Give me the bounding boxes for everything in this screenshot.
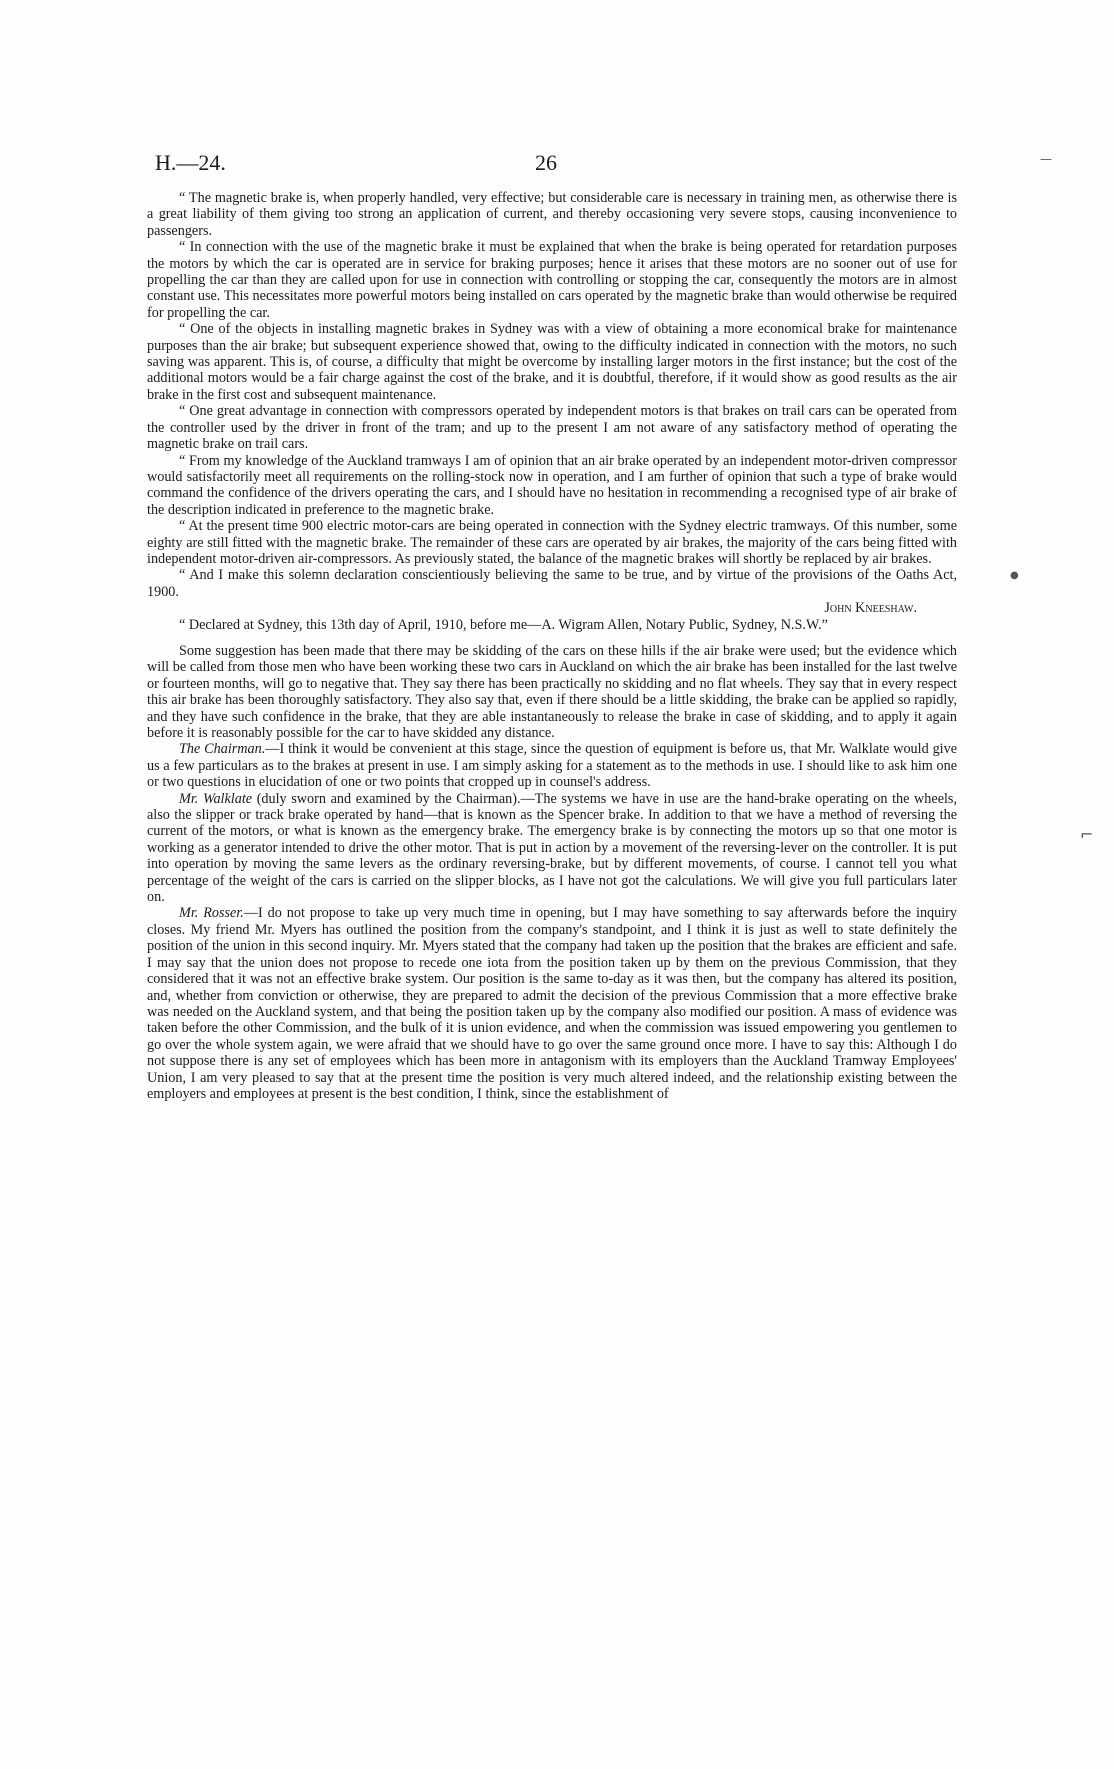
quote-paragraph-7: “ And I make this solemn declaration conscientiously believing the same to be true, and by virtue of the provisions of the Oaths Act, 1900. [147, 567, 957, 600]
quote-paragraph-1: “ The magnetic brake is, when properly handled, very effective; but considerable care is necessary in training men, as otherwise there is a great liability of them giving too strong an application of current, and thereby occasioning very severe stops, causing inconvenience to passengers. [147, 190, 957, 239]
document-reference: H.—24. [155, 150, 226, 175]
body-text [147, 190, 957, 1102]
margin-dot-icon: ● [1010, 570, 1019, 581]
speaker-walklate: Mr. Walklate [179, 790, 253, 807]
quote-paragraph-5: “ From my knowledge of the Auckland tramways I am of opinion that an air brake operated by an independent motor-driven compressor would satisfactorily meet all requirements on the rolling-stock now in operation, and I am further of opinion that such a type of brake would command the confidence of the drivers operating the cars, and I should have no hesitation in recommending a recognised type of air brake of the description indicated in preference to the magnetic brake. [147, 452, 957, 518]
margin-tick-icon: ⌐ [1080, 825, 1094, 844]
paragraph-gap [147, 633, 957, 643]
quote-paragraph-2: “ In connection with the use of the magnetic brake it must be explained that when the brake is being operated for retardation purposes the motors by which the car is operated are in service for braking purposes; hence it arises that these motors are no sooner out of use for propelling the car than they are called upon for use in connection with controlling or stopping the car, consequently the motors are in almost constant use. This necessitates more powerful motors being installed on cars operated by the magnetic brake than would otherwise be required for propelling the car. [147, 239, 957, 321]
walklate-text: (duly sworn and examined by the Chairman).—The systems we have in use are the hand-brake operating on the wheels, also the slipper or track brake operated by hand—that is known as the Spencer brake. In addition to that we have a method of reversing the current of the motors, or what is known as the emergency brake. The emergency brake is by connecting the motors up so that one motor is working as a generator intended to drive the other motor. That is put in action by a movement of the reversing-lever on the controller. It is put into operation by moving the same levers as the ordinary reversing-brake, but by different movements, of course. I cannot tell you what percentage of the weight of the cars is carried on the slipper blocks, as I have not got the calculations. We will give you full particulars later on. [147, 790, 958, 906]
declaration-paragraph: “ Declared at Sydney, this 13th day of April, 1910, before me—A. Wigram Allen, Notary Public, Sydney, N.S.W.” [179, 616, 828, 633]
speaker-rosser: Mr. Rosser. [179, 905, 244, 922]
speaker-chairman: The Chairman. [179, 741, 266, 758]
chairman-text: —I think it would be convenient at this stage, since the question of equipment is before us, that Mr. Walklate would give us a few particulars as to the brakes at present in use. I am simply asking for a statement as to the methods in use. I should like to ask him one or two questions in elucidation of one or two points that cropped up in counsel's address. [147, 741, 957, 791]
walklate-paragraph [147, 791, 957, 906]
rosser-paragraph [147, 905, 957, 1102]
quote-paragraph-4: “ One great advantage in connection with compressors operated by independent motors is that brakes on trail cars can be operated from the controller used by the driver in front of the tram; and up to the present I am not aware of any satisfactory method of operating the magnetic brake on trail cars. [147, 403, 957, 453]
quote-paragraph-6: “ At the present time 900 electric motor-cars are being operated in connection with the Sydney electric tramways. Of this number, some eighty are still fitted with the magnetic brake. The remainder of these cars are operated by air brakes, the majority of the cars being fitted with independent motor-driven air-compressors. As previously stated, the balance of the magnetic brakes will shortly be replaced by air brakes. [147, 518, 957, 567]
margin-dash-icon: — [1040, 152, 1052, 166]
quote-paragraph-3: “ One of the objects in installing magnetic brakes in Sydney was with a view of obtaining a more economical brake for maintenance purposes than the air brake; but subsequent experience showed that, owing to the difficulty indicated in connection with the motors, no such saving was apparent. This is, of course, a difficulty that might be overcome by installing larger motors in the first instance; but the cost of the additional motors would be a fair charge against the cost of the brake, and it is doubtful, therefore, if it would show as good results as the air brake in the first cost and subsequent maintenance. [147, 321, 957, 403]
chairman-paragraph [147, 741, 957, 790]
page-number: 26 [535, 150, 557, 175]
rosser-text: —I do not propose to take up very much time in opening, but I may have something to say afterwards before the inquiry closes. My friend Mr. Myers has outlined the position from the company's standpoint, and I think it is just as well to state definitely the position of the union in this second inquiry. Mr. Myers stated that the company had taken up the position that the brakes are efficient and safe. I may say that the union does not propose to recede one iota from the position taken up by them on the previous Commission, that they considered that it was not an effective brake system. Our position is the same to-day as it was then, but the company has altered its position, and, whether from conviction or otherwise, they are prepared to admit the decision of the previous Commission that a more effective brake was needed on the Auckland system, and that being the position taken up by the company also modified our position. A mass of evidence was taken before the other Commission, and the bulk of it is union evidence, and when the commission was issued empowering you gentlemen to go over the whole system again, we were afraid that we should have to go over the same ground once more. I have to say this: Although I do not suppose there is any set of employees which has been more in antagonism with its employers than the Auckland Tramway Employees' Union, I am very pleased to say that at the present time the position is very much altered indeed, and the relationship existing between the employers and employees at present is the best condition, I think, since the establishment of [147, 905, 957, 1102]
suggestion-paragraph: Some suggestion has been made that there may be skidding of the cars on these hills if the air brake were used; but the evidence which will be called from those men who have been working these two cars in Auckland on which the air brake has been installed for the last twelve or fourteen months, will go to negative that. They say there has been practically no skidding and no flat wheels. They say that in every respect this air brake has been thoroughly satisfactory. They also say that, even if there should be a little skidding, the brake can be applied so rapidly, and they have such confidence in the brake, that they are able instantaneously to release the brake in case of skidding, and to apply it again before it is reasonably possible for the car to have skidded any distance. [147, 642, 957, 741]
signature: John Kneeshaw. [824, 600, 917, 617]
page-header [155, 150, 955, 180]
